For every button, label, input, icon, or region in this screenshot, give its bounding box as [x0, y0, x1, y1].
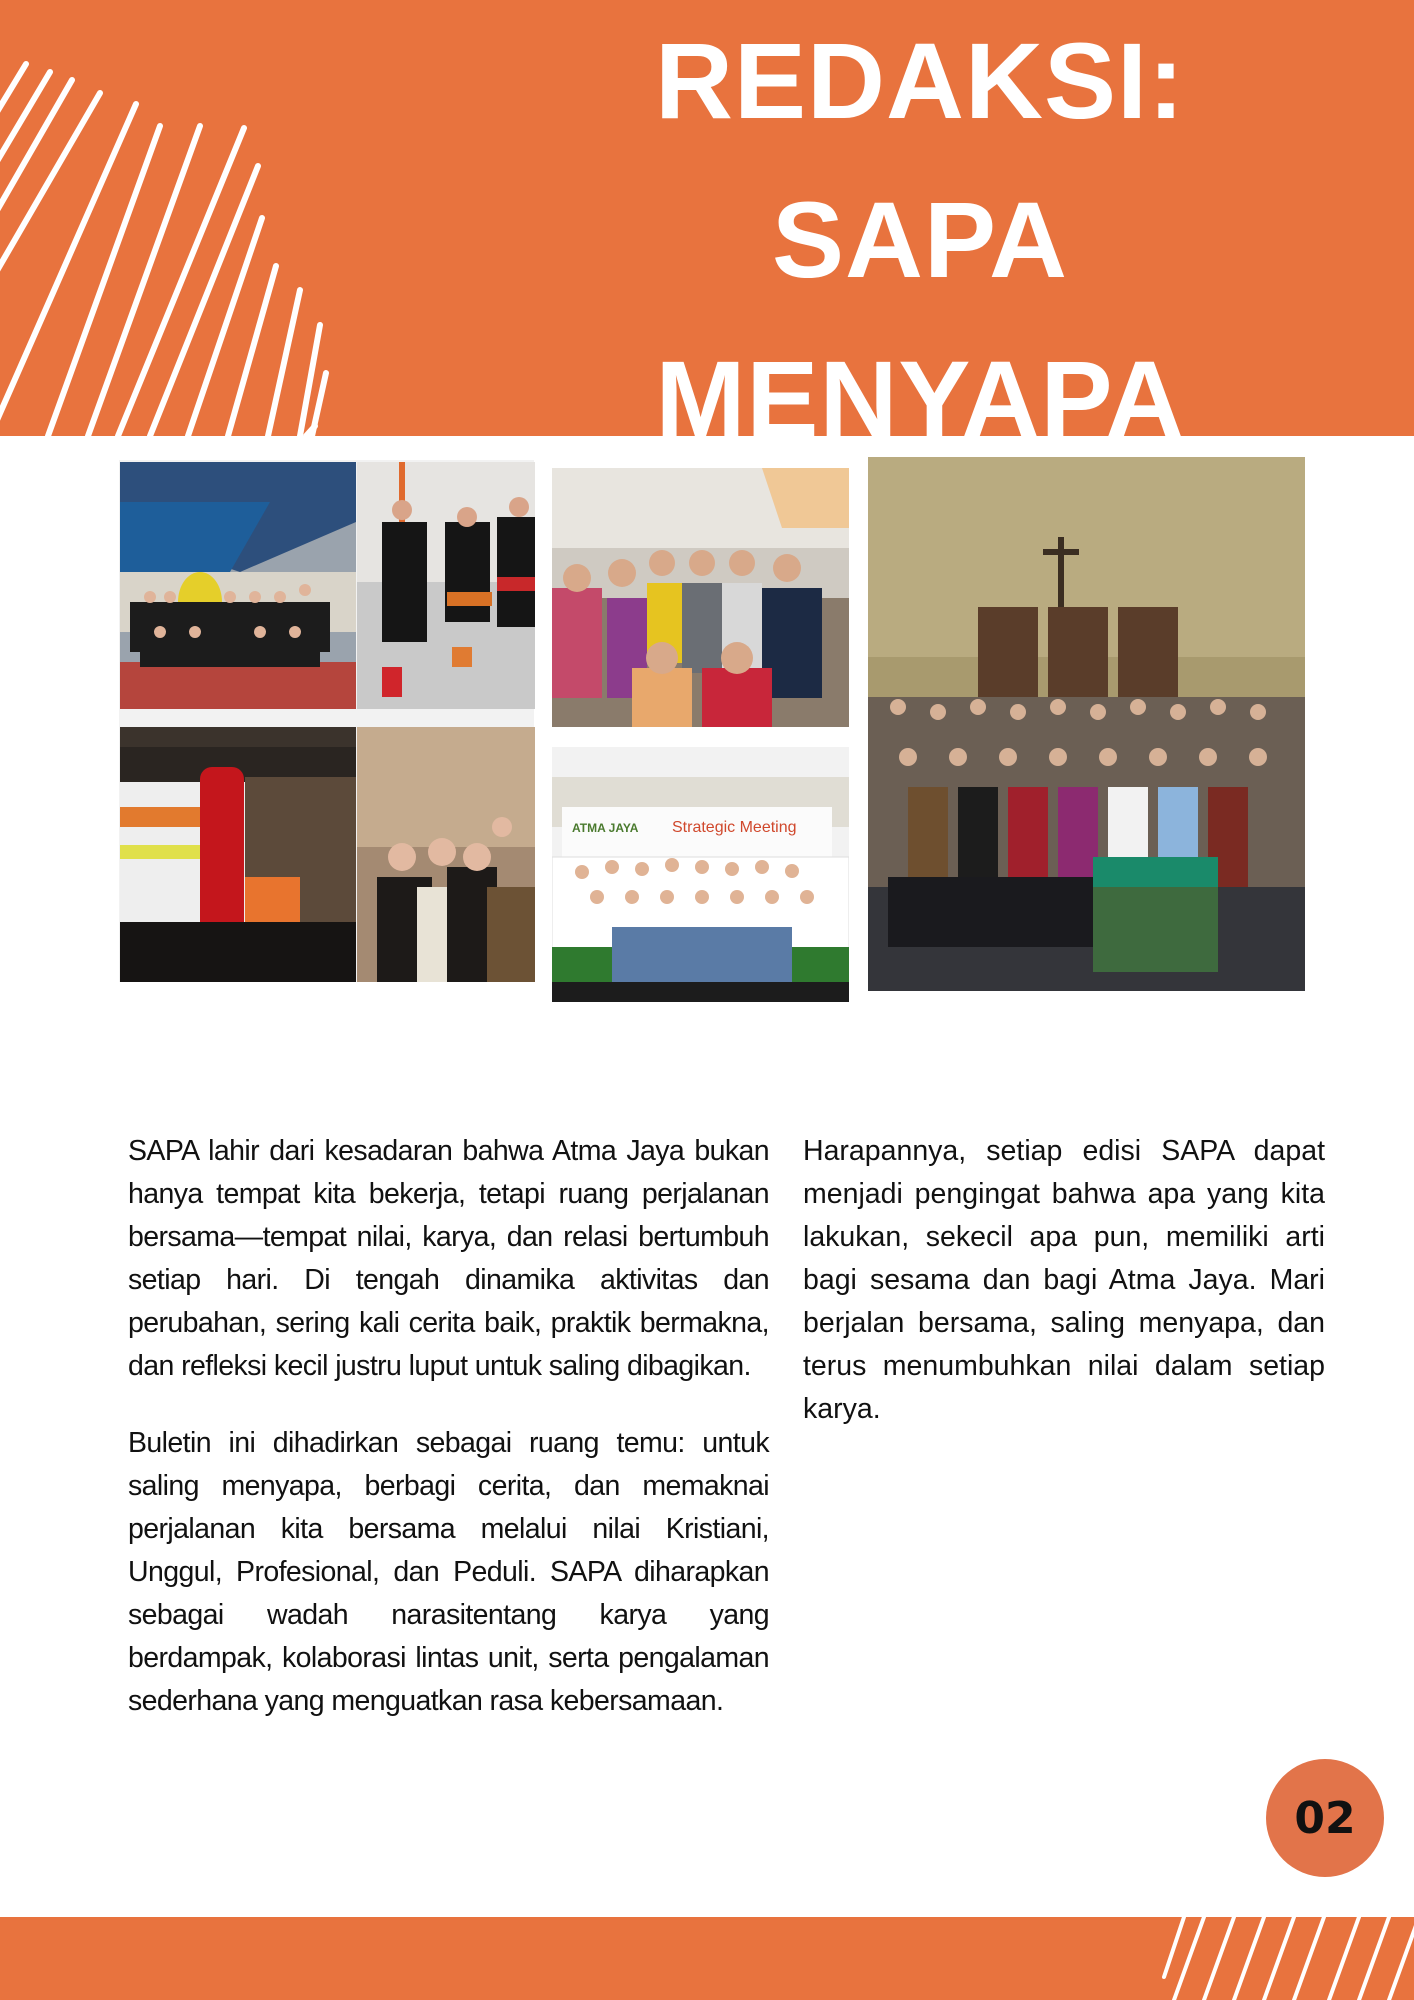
banner-title-text: Strategic Meeting: [672, 819, 797, 836]
audience-celebration-photo: [357, 727, 535, 982]
lion-dance-stage-photo: [120, 727, 356, 982]
diagonal-stripes-decoration: [1154, 1917, 1414, 2000]
diagonal-stripes-decoration: [0, 0, 460, 436]
footer-band: [0, 1917, 1414, 2000]
title-line-3: MENYAPA: [655, 338, 1185, 436]
page-number: 02: [1294, 1792, 1356, 1844]
article-paragraph-3: Harapannya, setiap edisi SAPA dapat menjadi pengingat bahwa apa yang kita lakukan, sekecil apa pun, memiliki arti bagi sesama dan bagi Atma Jaya. Mari berjalan bersama, saling menyapa, dan terus menumbuhkan nilai dalam setiap karya.: [803, 1135, 1325, 1425]
article-paragraph-1: SAPA lahir dari kesadaran bahwa Atma Jaya bukan hanya tempat kita bekerja, tetapi ruang perjalanan bersama—tempat nilai, karya, dan relasi bertumbuh setiap hari. Di tengah dinamika aktivitas dan perubahan, sering kali cerita baik, praktik bermakna, dan refleksi kecil justru luput untuk saling dibagikan.: [128, 1135, 769, 1382]
page-title: [600, 0, 1240, 436]
article-left-column: [128, 1130, 769, 1757]
group-pose-photo: [552, 468, 849, 727]
title-line-1: REDAKSI:: [654, 20, 1186, 141]
article-right-column: [803, 1130, 1325, 1465]
header-band: [0, 0, 1414, 436]
banner-logo-text: ATMA JAYA: [572, 821, 639, 835]
title-line-2: SAPA: [771, 179, 1069, 300]
hall-group-photo: [868, 457, 1305, 991]
article-paragraph-2: Buletin ini dihadirkan sebagai ruang temu: untuk saling menyapa, berbagi cerita, dan memaknai perjalanan kita bersama melalui nilai Kristiani, Unggul, Profesional, dan Peduli. SAPA diharapkan sebagai wadah narasitentang karya yang berdampak, kolaborasi lintas unit, serta pengalaman sederhana yang menguatkan rasa kebersamaan.: [128, 1427, 769, 1717]
page-number-badge: [1266, 1759, 1384, 1877]
dance-performance-photo: [357, 462, 535, 709]
strategic-meeting-photo: [552, 747, 849, 1002]
lion-dance-group-photo: [120, 462, 356, 709]
